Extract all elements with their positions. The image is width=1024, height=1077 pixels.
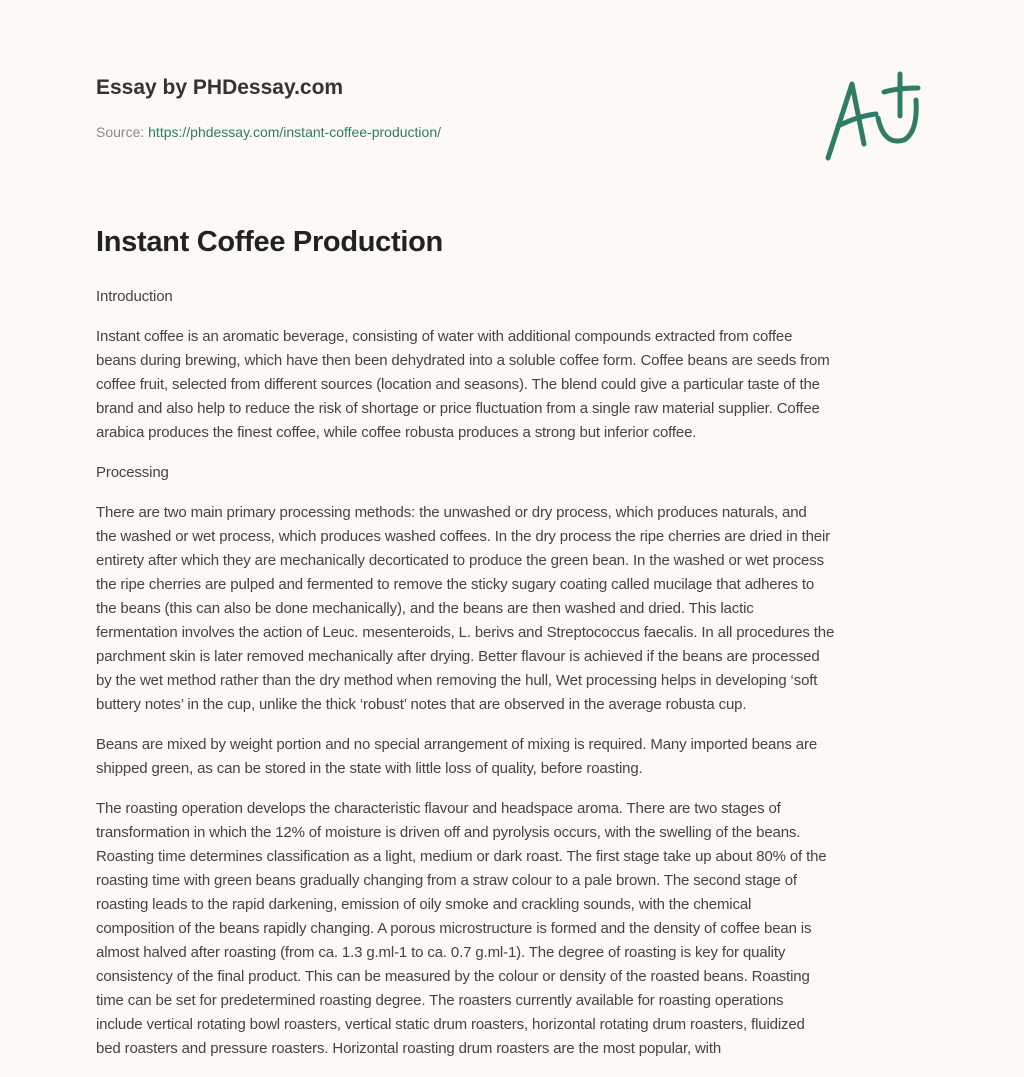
section-heading xyxy=(96,285,946,309)
text-line: entirety after which they are mechanically decorticated to produce the green bean. In the washed or wet process xyxy=(96,552,824,569)
site-title: Essay by PHDessay.com xyxy=(96,76,344,99)
text-line: include vertical rotating bowl roasters, vertical static drum roasters, horizontal rotating drum roasters, fluidized xyxy=(96,1016,805,1033)
text-line: Roasting time determines classification as a light, medium or dark roast. The first stage take up about 80% of the xyxy=(96,848,827,865)
source-line xyxy=(96,124,441,140)
text-line: The roasting operation develops the characteristic flavour and headspace aroma. There are two stages of xyxy=(96,800,781,817)
text-line: Introduction xyxy=(96,288,173,305)
essay-body xyxy=(96,285,946,1077)
text-line: arabica produces the finest coffee, while coffee robusta produces a strong but inferior coffee. xyxy=(96,424,697,441)
text-line: fermentation involves the action of Leuc. mesenteroids, L. berivs and Streptococcus faecalis. In all procedures the xyxy=(96,624,835,641)
text-line: roasting time with green beans gradually changing from a straw colour to a pale brown. The second stage of xyxy=(96,872,797,889)
text-line: There are two main primary processing methods: the unwashed or dry process, which produces naturals, and xyxy=(96,504,807,521)
text-line: Instant coffee is an aromatic beverage, consisting of water with additional compounds extracted from coffee xyxy=(96,328,793,345)
text-line: parchment skin is later removed mechanically after drying. Better flavour is achieved if the beans are processed xyxy=(96,648,820,665)
text-line: the ripe cherries are pulped and fermented to remove the sticky sugary coating called mucilage that adheres to xyxy=(96,576,815,593)
text-line: brand and also help to reduce the risk of shortage or price fluctuation from a single raw material supplier. Coffee xyxy=(96,400,820,417)
text-line: coffee fruit, selected from different sources (location and seasons). The blend could give a particular taste of the xyxy=(96,376,820,393)
paragraph xyxy=(96,325,946,445)
text-line: by the wet method rather than the dry method when removing the hull, Wet processing helps in developing ‘soft xyxy=(96,672,818,689)
source-link[interactable]: https://phdessay.com/instant-coffee-production/ xyxy=(148,124,442,140)
a-plus-logo-icon xyxy=(818,66,930,166)
text-line: Beans are mixed by weight portion and no special arrangement of mixing is required. Many imported beans are xyxy=(96,736,818,753)
text-line: composition of the beans rapidly changing. A porous microstructure is formed and the density of coffee bean is xyxy=(96,920,812,937)
paragraph xyxy=(96,797,946,1061)
section-heading xyxy=(96,461,946,485)
source-label: Source: xyxy=(96,124,145,140)
text-line: the beans (this can also be done mechanically), and the beans are then washed and dried. This lactic xyxy=(96,600,754,617)
text-line: beans during brewing, which have then been dehydrated into a soluble coffee form. Coffee beans are seeds from xyxy=(96,352,830,369)
text-line: the washed or wet process, which produces washed coffees. In the dry process the ripe cherries are dried in their xyxy=(96,528,830,545)
paragraph xyxy=(96,501,946,717)
text-line: roasting leads to the rapid darkening, emission of oily smoke and crackling sounds, with the chemical xyxy=(96,896,752,913)
text-line: time can be set for predetermined roasting degree. The roasters currently available for roasting operations xyxy=(96,992,784,1009)
text-line: consistency of the final product. This can be measured by the colour or density of the roasted beans. Roasting xyxy=(96,968,810,985)
paragraph xyxy=(96,733,946,781)
page-title: Instant Coffee Production xyxy=(96,226,443,258)
text-line: bed roasters and pressure roasters. Horizontal roasting drum roasters are the most popular, with xyxy=(96,1040,722,1057)
text-line: transformation in which the 12% of moisture is driven off and pyrolysis occurs, with the swelling of the beans. xyxy=(96,824,801,841)
text-line: almost halved after roasting (from ca. 1.3 g.ml-1 to ca. 0.7 g.ml-1). The degree of roasting is key for quality xyxy=(96,944,786,961)
text-line: buttery notes’ in the cup, unlike the thick ‘robust’ notes that are observed in the average robusta cup. xyxy=(96,696,747,713)
text-line: Processing xyxy=(96,464,169,481)
text-line: shipped green, as can be stored in the state with little loss of quality, before roasting. xyxy=(96,760,643,777)
